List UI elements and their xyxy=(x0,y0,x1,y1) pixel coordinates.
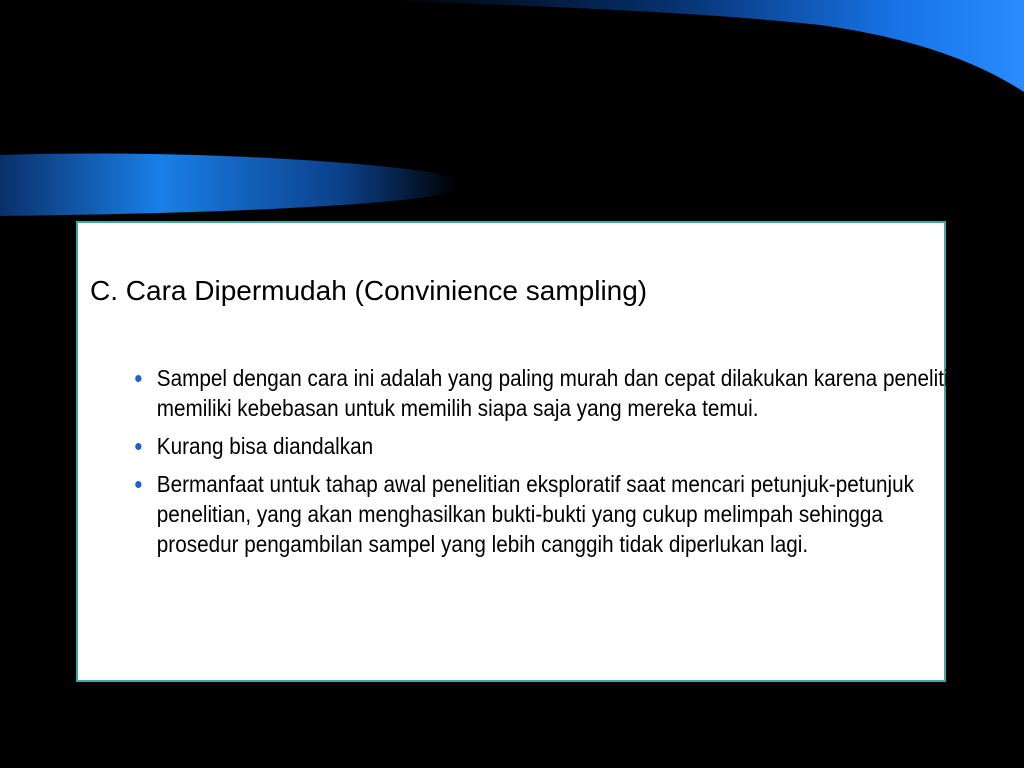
bullet-text: Kurang bisa diandalkan xyxy=(156,433,374,459)
bullet-text: Sampel dengan cara ini adalah yang paling murah dan cepat dilakukan karena peneliti memiliki kebebasan untuk memilih siapa saja yang mereka temui. xyxy=(156,365,949,421)
bullet-item xyxy=(128,431,949,461)
left-swoosh xyxy=(0,154,457,216)
bullet-dot-icon xyxy=(135,375,141,382)
slide-title: C. Cara Dipermudah (Convinience sampling) xyxy=(90,275,648,306)
bullet-list xyxy=(128,363,949,567)
bullet-item xyxy=(128,363,949,423)
bullet-dot-icon xyxy=(135,443,141,450)
top-swoosh xyxy=(380,0,1024,92)
content-box xyxy=(76,221,949,682)
bullet-dot-icon xyxy=(135,481,141,488)
bullet-text: Bermanfaat untuk tahap awal penelitian eksploratif saat mencari petunjuk-petunjuk penelitian, yang akan menghasilkan bukti-bukti yang cukup melimpah sehingga prosedur pengambilan sampel yang lebih canggih tidak diperlukan lagi. xyxy=(156,471,914,557)
bullet-item xyxy=(128,469,949,559)
